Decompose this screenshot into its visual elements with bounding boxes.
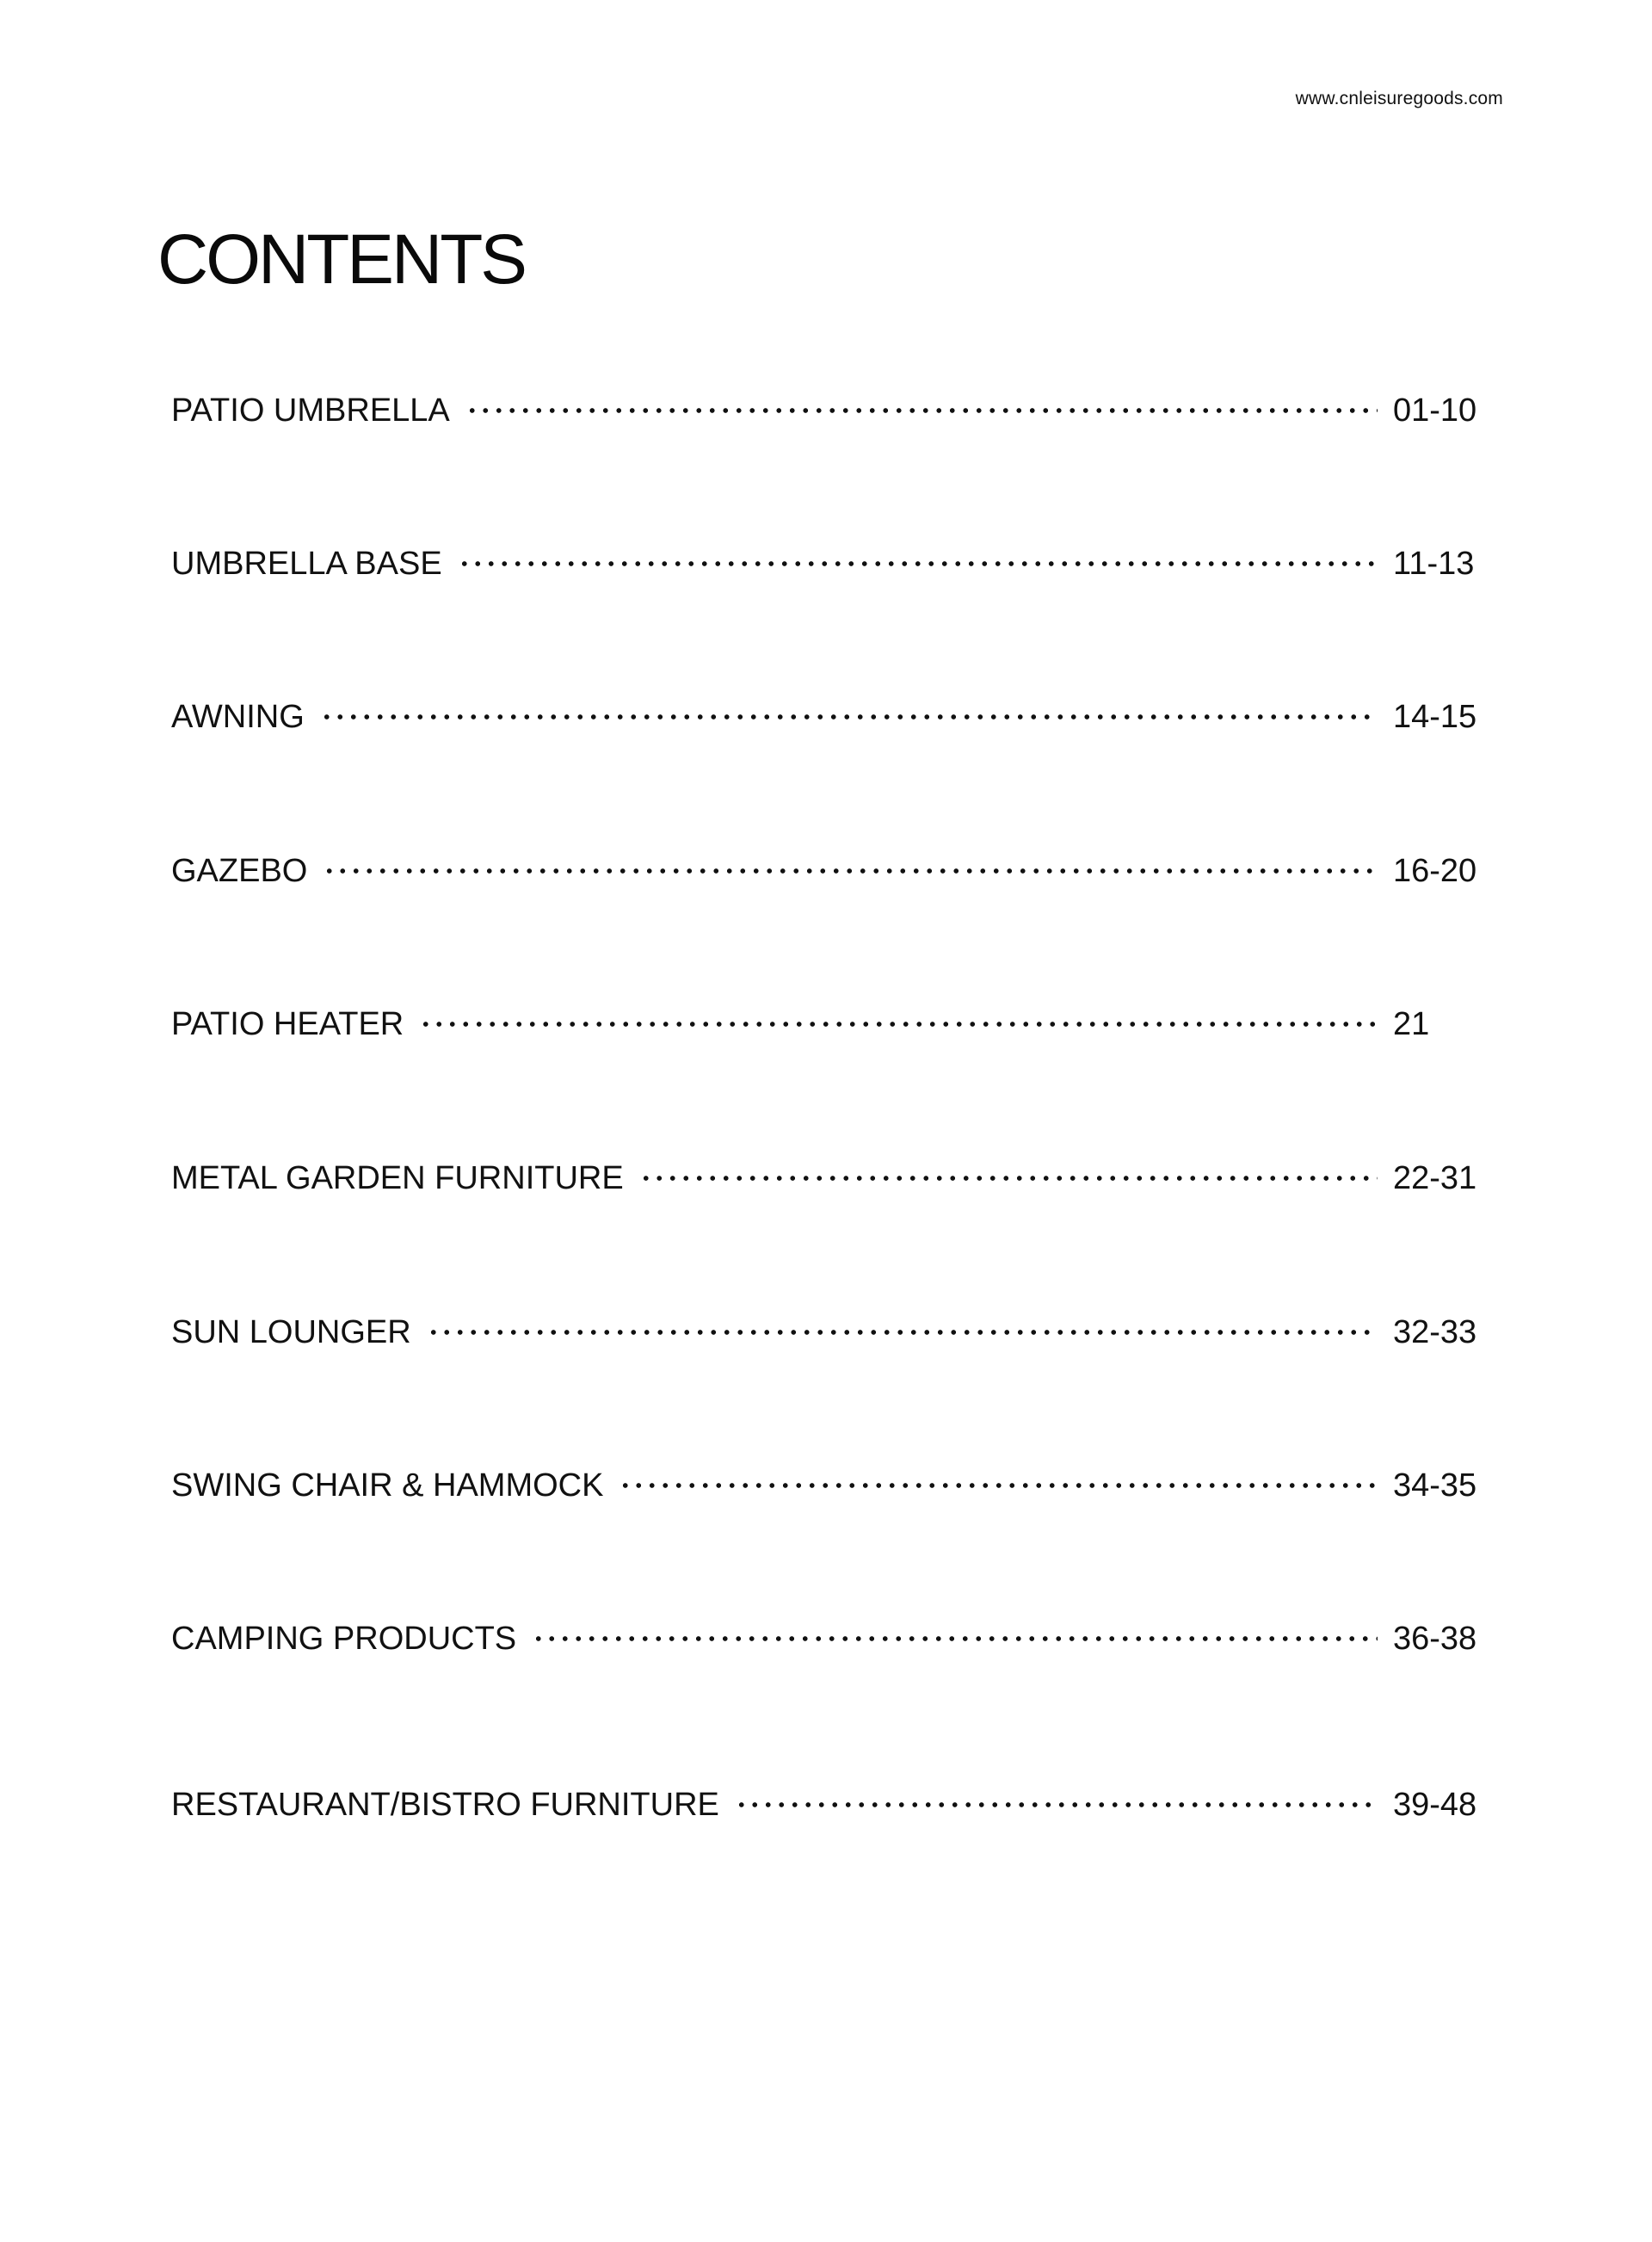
toc-entry-sun-lounger[interactable] [171, 1306, 1479, 1358]
toc-entry-pages: 01-10 [1393, 392, 1477, 429]
toc-entry-pages: 34-35 [1393, 1467, 1477, 1504]
dot-leader [735, 1801, 1378, 1808]
toc-entry-metal-garden-furniture[interactable] [171, 1152, 1479, 1204]
dot-leader [458, 560, 1378, 567]
toc-entry-label: AWNING [171, 698, 305, 735]
dot-leader [532, 1635, 1378, 1642]
toc-entry-camping-products[interactable] [171, 1613, 1479, 1665]
toc-entry-pages: 32-33 [1393, 1313, 1477, 1350]
toc-entry-label: CAMPING PRODUCTS [171, 1620, 517, 1657]
toc-entry-pages: 21 [1393, 1005, 1430, 1042]
dot-leader [619, 1482, 1378, 1489]
toc-entry-label: UMBRELLA BASE [171, 545, 442, 582]
toc-entry-label: GAZEBO [171, 852, 308, 889]
toc-entry-label: METAL GARDEN FURNITURE [171, 1159, 624, 1196]
toc-entry-pages: 39-48 [1393, 1786, 1477, 1823]
toc-entry-swing-chair-hammock[interactable] [171, 1460, 1479, 1511]
toc-entry-pages: 22-31 [1393, 1159, 1477, 1196]
dot-leader [427, 1329, 1378, 1336]
toc-entry-patio-heater[interactable] [171, 998, 1479, 1050]
toc-entry-pages: 16-20 [1393, 852, 1477, 889]
dot-leader [323, 868, 1378, 874]
dot-leader [320, 713, 1378, 720]
toc-entry-label: RESTAURANT/BISTRO FURNITURE [171, 1786, 719, 1823]
dot-leader [465, 407, 1378, 414]
dot-leader [639, 1175, 1378, 1182]
toc-entry-label: SWING CHAIR & HAMMOCK [171, 1467, 604, 1504]
toc-entry-label: PATIO UMBRELLA [171, 392, 450, 429]
website-url: www.cnleisuregoods.com [1295, 89, 1503, 108]
toc-entry-restaurant-bistro-furniture[interactable] [171, 1779, 1479, 1831]
toc-entry-pages: 11-13 [1393, 545, 1475, 582]
toc-entry-label: SUN LOUNGER [171, 1313, 411, 1350]
toc-entry-gazebo[interactable] [171, 845, 1479, 897]
toc-entry-patio-umbrella[interactable] [171, 385, 1479, 436]
toc-entry-awning[interactable] [171, 691, 1479, 743]
toc-entry-label: PATIO HEATER [171, 1005, 404, 1042]
toc-entry-pages: 14-15 [1393, 698, 1477, 735]
dot-leader [419, 1021, 1378, 1028]
toc-entry-umbrella-base[interactable] [171, 538, 1479, 590]
toc-entry-pages: 36-38 [1393, 1620, 1477, 1657]
page-title: CONTENTS [157, 220, 525, 299]
